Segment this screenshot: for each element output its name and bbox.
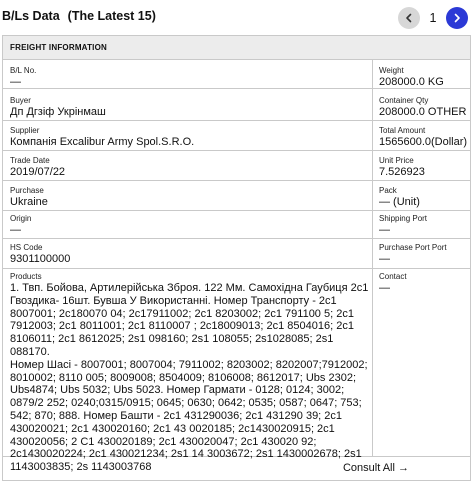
- header-bar: [0, 0, 474, 34]
- field-value: 2019/07/22: [10, 166, 66, 178]
- consult-all-link[interactable]: Consult All →: [342, 462, 409, 474]
- field-value: Ukraine: [10, 196, 48, 208]
- field-label: Products: [10, 272, 42, 281]
- field-value: —: [379, 253, 390, 265]
- field-label: Supplier: [10, 126, 40, 135]
- next-page-button[interactable]: [446, 7, 468, 29]
- field-label: Pack: [379, 186, 397, 195]
- products-field: [10, 272, 368, 474]
- field-label: Trade Date: [10, 156, 50, 165]
- freight-info-card: [2, 35, 471, 481]
- row-divider: [3, 210, 470, 211]
- field-value: 1565600.0(Dollar): [379, 136, 468, 148]
- bl-no-field: [10, 66, 368, 89]
- hs-code-field: [10, 243, 368, 266]
- row-divider: [3, 120, 470, 121]
- title-subtitle: (The Latest 15): [67, 9, 156, 23]
- total-amount-field: [379, 126, 467, 149]
- field-value: 9301100000: [10, 253, 71, 265]
- unit-price-field: [379, 156, 467, 179]
- section-title: FREIGHT INFORMATION: [10, 43, 107, 52]
- row-divider: [3, 180, 470, 181]
- field-label: Unit Price: [379, 156, 414, 165]
- field-value: 208000.0 KG: [379, 76, 444, 88]
- purchase-port-field: [379, 243, 467, 266]
- row-divider: [3, 238, 470, 239]
- purchase-field: [10, 186, 368, 209]
- supplier-field: [10, 126, 368, 149]
- field-label: Origin: [10, 214, 32, 223]
- field-value: —: [379, 282, 390, 294]
- chevron-right-icon: [452, 13, 462, 23]
- pagination: [398, 7, 468, 29]
- field-label: Buyer: [10, 96, 31, 105]
- weight-field: [379, 66, 467, 89]
- buyer-field: [10, 96, 368, 119]
- trade-date-field: [10, 156, 368, 179]
- field-label: Shipping Port: [379, 214, 428, 223]
- field-value: — (Unit): [379, 196, 420, 208]
- prev-page-button[interactable]: [398, 7, 420, 29]
- field-label: Contact: [379, 272, 407, 281]
- current-page-number: 1: [429, 11, 437, 25]
- field-label: B/L No.: [10, 66, 37, 75]
- pack-field: [379, 186, 467, 209]
- title-text: B/Ls Data: [2, 9, 60, 23]
- shipping-port-field: [379, 214, 467, 237]
- field-label: Weight: [379, 66, 404, 75]
- field-value: —: [10, 76, 21, 88]
- section-header: [3, 36, 470, 60]
- field-value: 7.526923: [379, 166, 425, 178]
- field-value: 208000.0 OTHER: [379, 106, 467, 118]
- row-divider: [3, 150, 470, 151]
- container-qty-field: [379, 96, 467, 119]
- row-divider: [3, 268, 470, 269]
- field-label: Total Amount: [379, 126, 426, 135]
- chevron-left-icon: [404, 13, 414, 23]
- products-description: 1. Твп. Бойова, Артилерійська Зброя. 122 Мм. Самохідна Гаубиця 2с1 Гвоздика- 16шт. Бувша У Використанні. Номер Транспорту - 2с1 8007001; 2с180070 04; 2с17911002; 2с1 8203002; 2с1 791100 5; 2с1 7912003; 2с1 8011001; 2с1 8110007 ; 2с18009013; 2с1 8504016; 2с1 8106011; 2с1 8612025; 2s1 098160; 2s1 108055; 2s1028085; 2s1 088170. Номер Шасі - 8007001; 8007004; 7911002; 8203002; 8202007;7912002; 8010002; 8110 005; 8009008; 8504009; 8106008; 8612017; Ubs 2302; Ubs4874; Ubs 5032; Ubs 5023. Номер Гармати - 0128; 0124; 3002; 0879/2 252; 0240;0315/0915; 0645; 0630; 0642; 0535; 0587; 0647; 753; 542; 870; 888. Номер Башти - 2с1 431290036; 2с1 431290 39; 2с1 430020021; 2с1 430020160; 2с1 43 0020185; 2с1430020915; 2с1 430020056; 2 C1 430020189; 2с1 430020047; 2с1 430020 92; 2с1430020224; 2с1 430021234; 2s1 14 3003672; 2s1 1430002678; 2s1 1143003835; 2s 1143003768: [10, 282, 369, 474]
- field-label: HS Code: [10, 243, 43, 252]
- field-value: Компанія Excalibur Army Spol.S.R.O.: [10, 136, 195, 148]
- page-title: [2, 9, 156, 23]
- contact-field: [379, 272, 467, 295]
- field-label: Purchase: [10, 186, 44, 195]
- field-label: Purchase Port Port: [379, 243, 447, 252]
- field-value: —: [379, 224, 390, 236]
- card-footer: [3, 456, 470, 480]
- origin-field: [10, 214, 368, 237]
- field-label: Container Qty: [379, 96, 429, 105]
- field-value: Дп Дгзіф Укрінмаш: [10, 106, 106, 118]
- field-value: —: [10, 224, 21, 236]
